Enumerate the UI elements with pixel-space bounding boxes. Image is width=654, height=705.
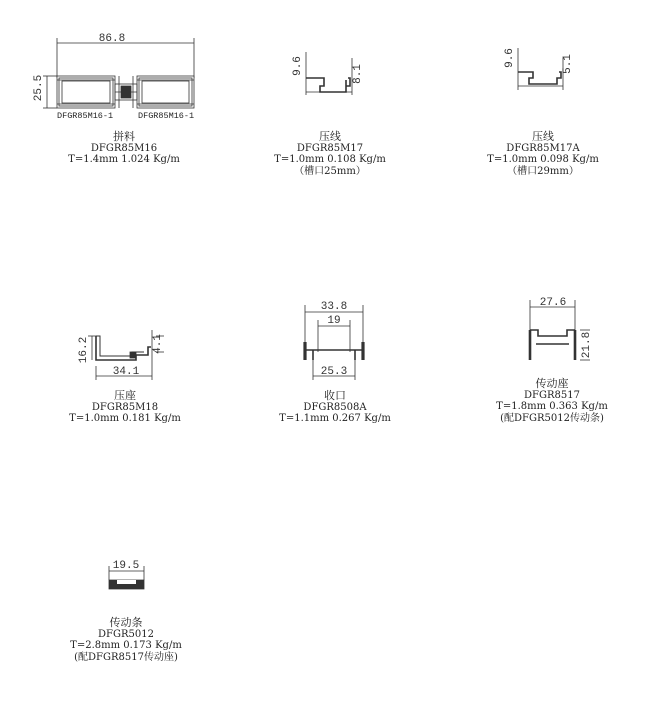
- profile-spec: T=1.0mm 0.108 Kg/m: [274, 154, 386, 165]
- profile-dfgr85m17a-drawing: [518, 48, 563, 90]
- profile-code: DFGR85M17: [296, 142, 364, 154]
- dim-height-m16: 25.5: [33, 74, 45, 102]
- caption-dfgr85m17: [270, 131, 390, 177]
- caption-dfgr8508a: [275, 390, 395, 425]
- caption-dfgr85m17a: [483, 131, 603, 177]
- profile-code: DFGR85M16: [90, 142, 158, 154]
- profile-spec: T=1.1mm 0.267 Kg/m: [279, 413, 391, 424]
- profile-code: DFGR5012: [98, 628, 154, 640]
- dim-left-m17: 9.6: [292, 56, 304, 76]
- caption-dfgr85m18: [65, 390, 185, 425]
- profile-name: 传动条: [109, 616, 143, 629]
- profile-code: DFGR85M18: [91, 401, 159, 413]
- profile-code: DFGR8517: [524, 389, 580, 401]
- dim-width-m16: 86.8: [98, 33, 126, 45]
- profile-note: (配DFGR8517传动座): [74, 651, 178, 663]
- sublabel-right: DFGR85M16-1: [138, 111, 195, 121]
- dim-right-m17a: 5.1: [562, 54, 574, 74]
- dim-height-8517: 21.8: [581, 331, 593, 359]
- dim-outer-8508a: 33.8: [320, 301, 348, 313]
- profile-spec: T=1.4mm 1.024 Kg/m: [68, 154, 180, 165]
- dim-width-8517: 27.6: [539, 297, 567, 309]
- profile-name: 传动座: [535, 377, 569, 390]
- sublabel-left: DFGR85M16-1: [57, 111, 114, 121]
- caption-dfgr5012: [66, 617, 186, 663]
- caption-dfgr8517: [492, 378, 612, 424]
- profile-note: （槽口25mm）: [294, 165, 366, 177]
- profile-note: （槽口29mm）: [507, 165, 579, 177]
- dim-width-m18: 34.1: [112, 366, 140, 378]
- profile-note: (配DFGR5012传动条): [500, 412, 604, 424]
- profile-spec: T=2.8mm 0.173 Kg/m: [70, 640, 182, 651]
- dim-inner-8508a: 19: [327, 315, 341, 327]
- profile-spec: T=1.8mm 0.363 Kg/m: [496, 401, 608, 412]
- dim-right-m17: 8.1: [352, 64, 364, 84]
- profile-name: 压线: [319, 130, 341, 143]
- caption-dfgr85m16: [64, 131, 184, 166]
- dim-height-m18: 16.2: [78, 336, 90, 364]
- profile-code: DFGR8508A: [303, 401, 367, 413]
- dim-lip-m18: 4.1: [152, 334, 164, 354]
- profile-spec: T=1.0mm 0.098 Kg/m: [487, 154, 599, 165]
- profile-spec: T=1.0mm 0.181 Kg/m: [69, 413, 181, 424]
- profile-dfgr85m16-drawing: [43, 38, 194, 108]
- profile-name: 拼料: [113, 130, 135, 143]
- profile-code: DFGR85M17A: [506, 142, 580, 154]
- profile-name: 压线: [532, 130, 554, 143]
- profile-name: 压座: [114, 389, 136, 402]
- dim-left-m17a: 9.6: [504, 48, 516, 68]
- dim-bottom-8508a: 25.3: [320, 366, 348, 378]
- dim-width-5012: 19.5: [112, 560, 140, 572]
- profile-dfgr85m17-drawing: [306, 52, 352, 95]
- profile-name: 收口: [324, 389, 346, 402]
